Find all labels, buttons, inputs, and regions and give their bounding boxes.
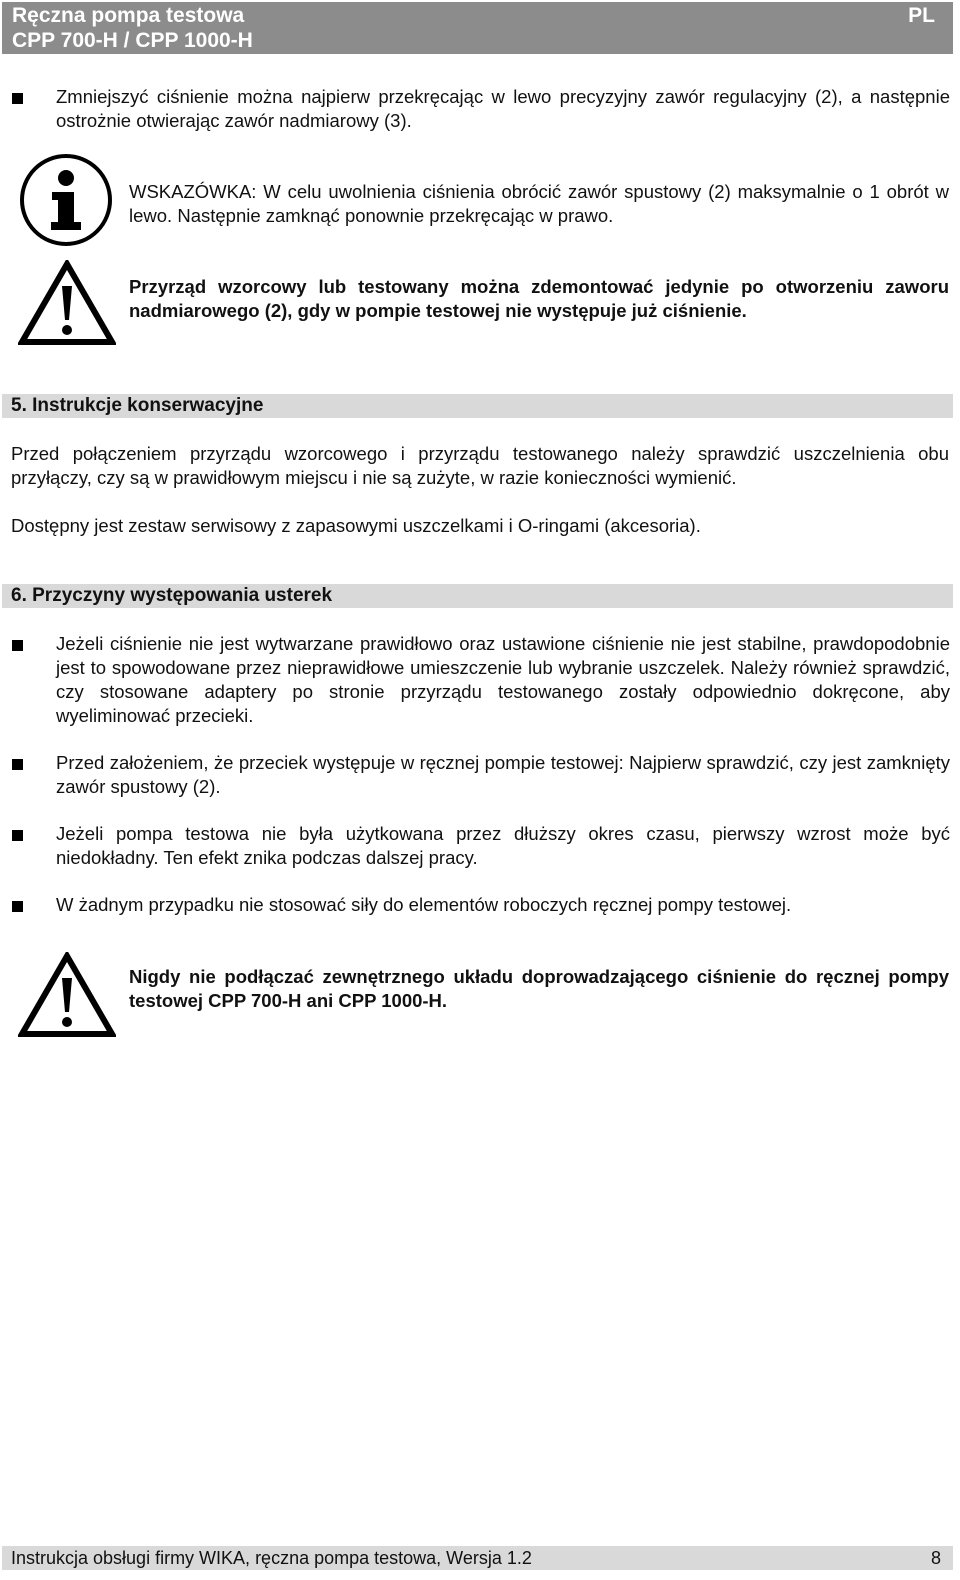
list-item [12,751,950,799]
section-5-paragraph-1: Przed połączeniem przyrządu wzorcowego i przyrządu testowanego należy sprawdzić uszczelnienia obu przyłączy, czy są w prawidłowym miejscu i nie są zużyte, w razie konieczności wymienić. [11,443,949,488]
page-number: 8 [930,1548,941,1568]
list-item [12,893,950,917]
list-item [12,632,950,728]
warning-2-text: Nigdy nie podłączać zewnętrznego układu doprowadzającego ciśnienie do ręcznej pompy testowej CPP 700-H ani CPP 1000-H. [129,966,949,1011]
bullet-icon [12,901,23,912]
bullet-icon [12,830,23,841]
intro-list-item [12,85,950,135]
section-6-heading: 6. Przyczyny występowania usterek [11,585,333,606]
bullet-icon [12,640,23,651]
page-header [2,2,953,54]
warning-icon [18,952,116,1038]
list-item-text: Jeżeli ciśnienie nie jest wytwarzane prawidłowo oraz ustawione ciśnienie nie jest stabilne, prawdopodobnie jest to spowodowane przez nieprawidłowe umieszczenie lub wybranie uszczelek. Należy również sprawdzić, czy stosowane adaptery po stronie przyrządu testowanego zostały odpowiednio dokręcone, aby wyeliminować przecieki. [56,633,950,726]
warning-1-text: Przyrząd wzorcowy lub testowany można zdemontować jedynie po otworzeniu zaworu nadmiarowego (2), gdy w pompie testowej nie występuje już ciśnienie. [129,276,949,321]
section-5-heading: 5. Instrukcje konserwacyjne [11,395,264,416]
list-item [12,822,950,870]
list-item-text: W żadnym przypadku nie stosować siły do elementów roboczych ręcznej pompy testowej. [56,894,792,915]
footer-text: Instrukcja obsługi firmy WIKA, ręczna pompa testowa, Wersja 1.2 [11,1548,532,1568]
header-model: CPP 700-H / CPP 1000-H [12,29,253,52]
list-item-text: Jeżeli pompa testowa nie była użytkowana przez dłuższy okres czasu, pierwszy wzrost może być niedokładny. Ten efekt znika podczas dalszej pracy. [56,823,950,868]
header-title: Ręczna pompa testowa [12,4,245,27]
section-5-paragraph-2: Dostępny jest zestaw serwisowy z zapasowymi uszczelkami i O-ringami (akcesoria). [11,515,701,536]
bullet-icon [12,93,23,104]
list-item-text: Przed założeniem, że przeciek występuje w ręcznej pompie testowej: Najpierw sprawdzić, czy jest zamknięty zawór spustowy (2). [56,752,950,797]
bullet-icon [12,759,23,770]
section-6-heading-bar [2,584,953,608]
info-note-text: WSKAZÓWKA: W celu uwolnienia ciśnienia obrócić zawór spustowy (2) maksymalnie o 1 obrót w lewo. Następnie zamknąć ponownie przekręcając w prawo. [129,181,949,226]
intro-bullet-text: Zmniejszyć ciśnienie można najpierw przekręcając w lewo precyzyjny zawór regulacyjny (2), a następnie ostrożnie otwierając zawór nadmiarowy (3). [56,86,950,131]
page-footer [2,1546,953,1570]
section-5-heading-bar [2,394,953,418]
warning-icon [18,260,116,346]
header-language: PL [908,4,935,27]
info-icon [18,152,114,248]
